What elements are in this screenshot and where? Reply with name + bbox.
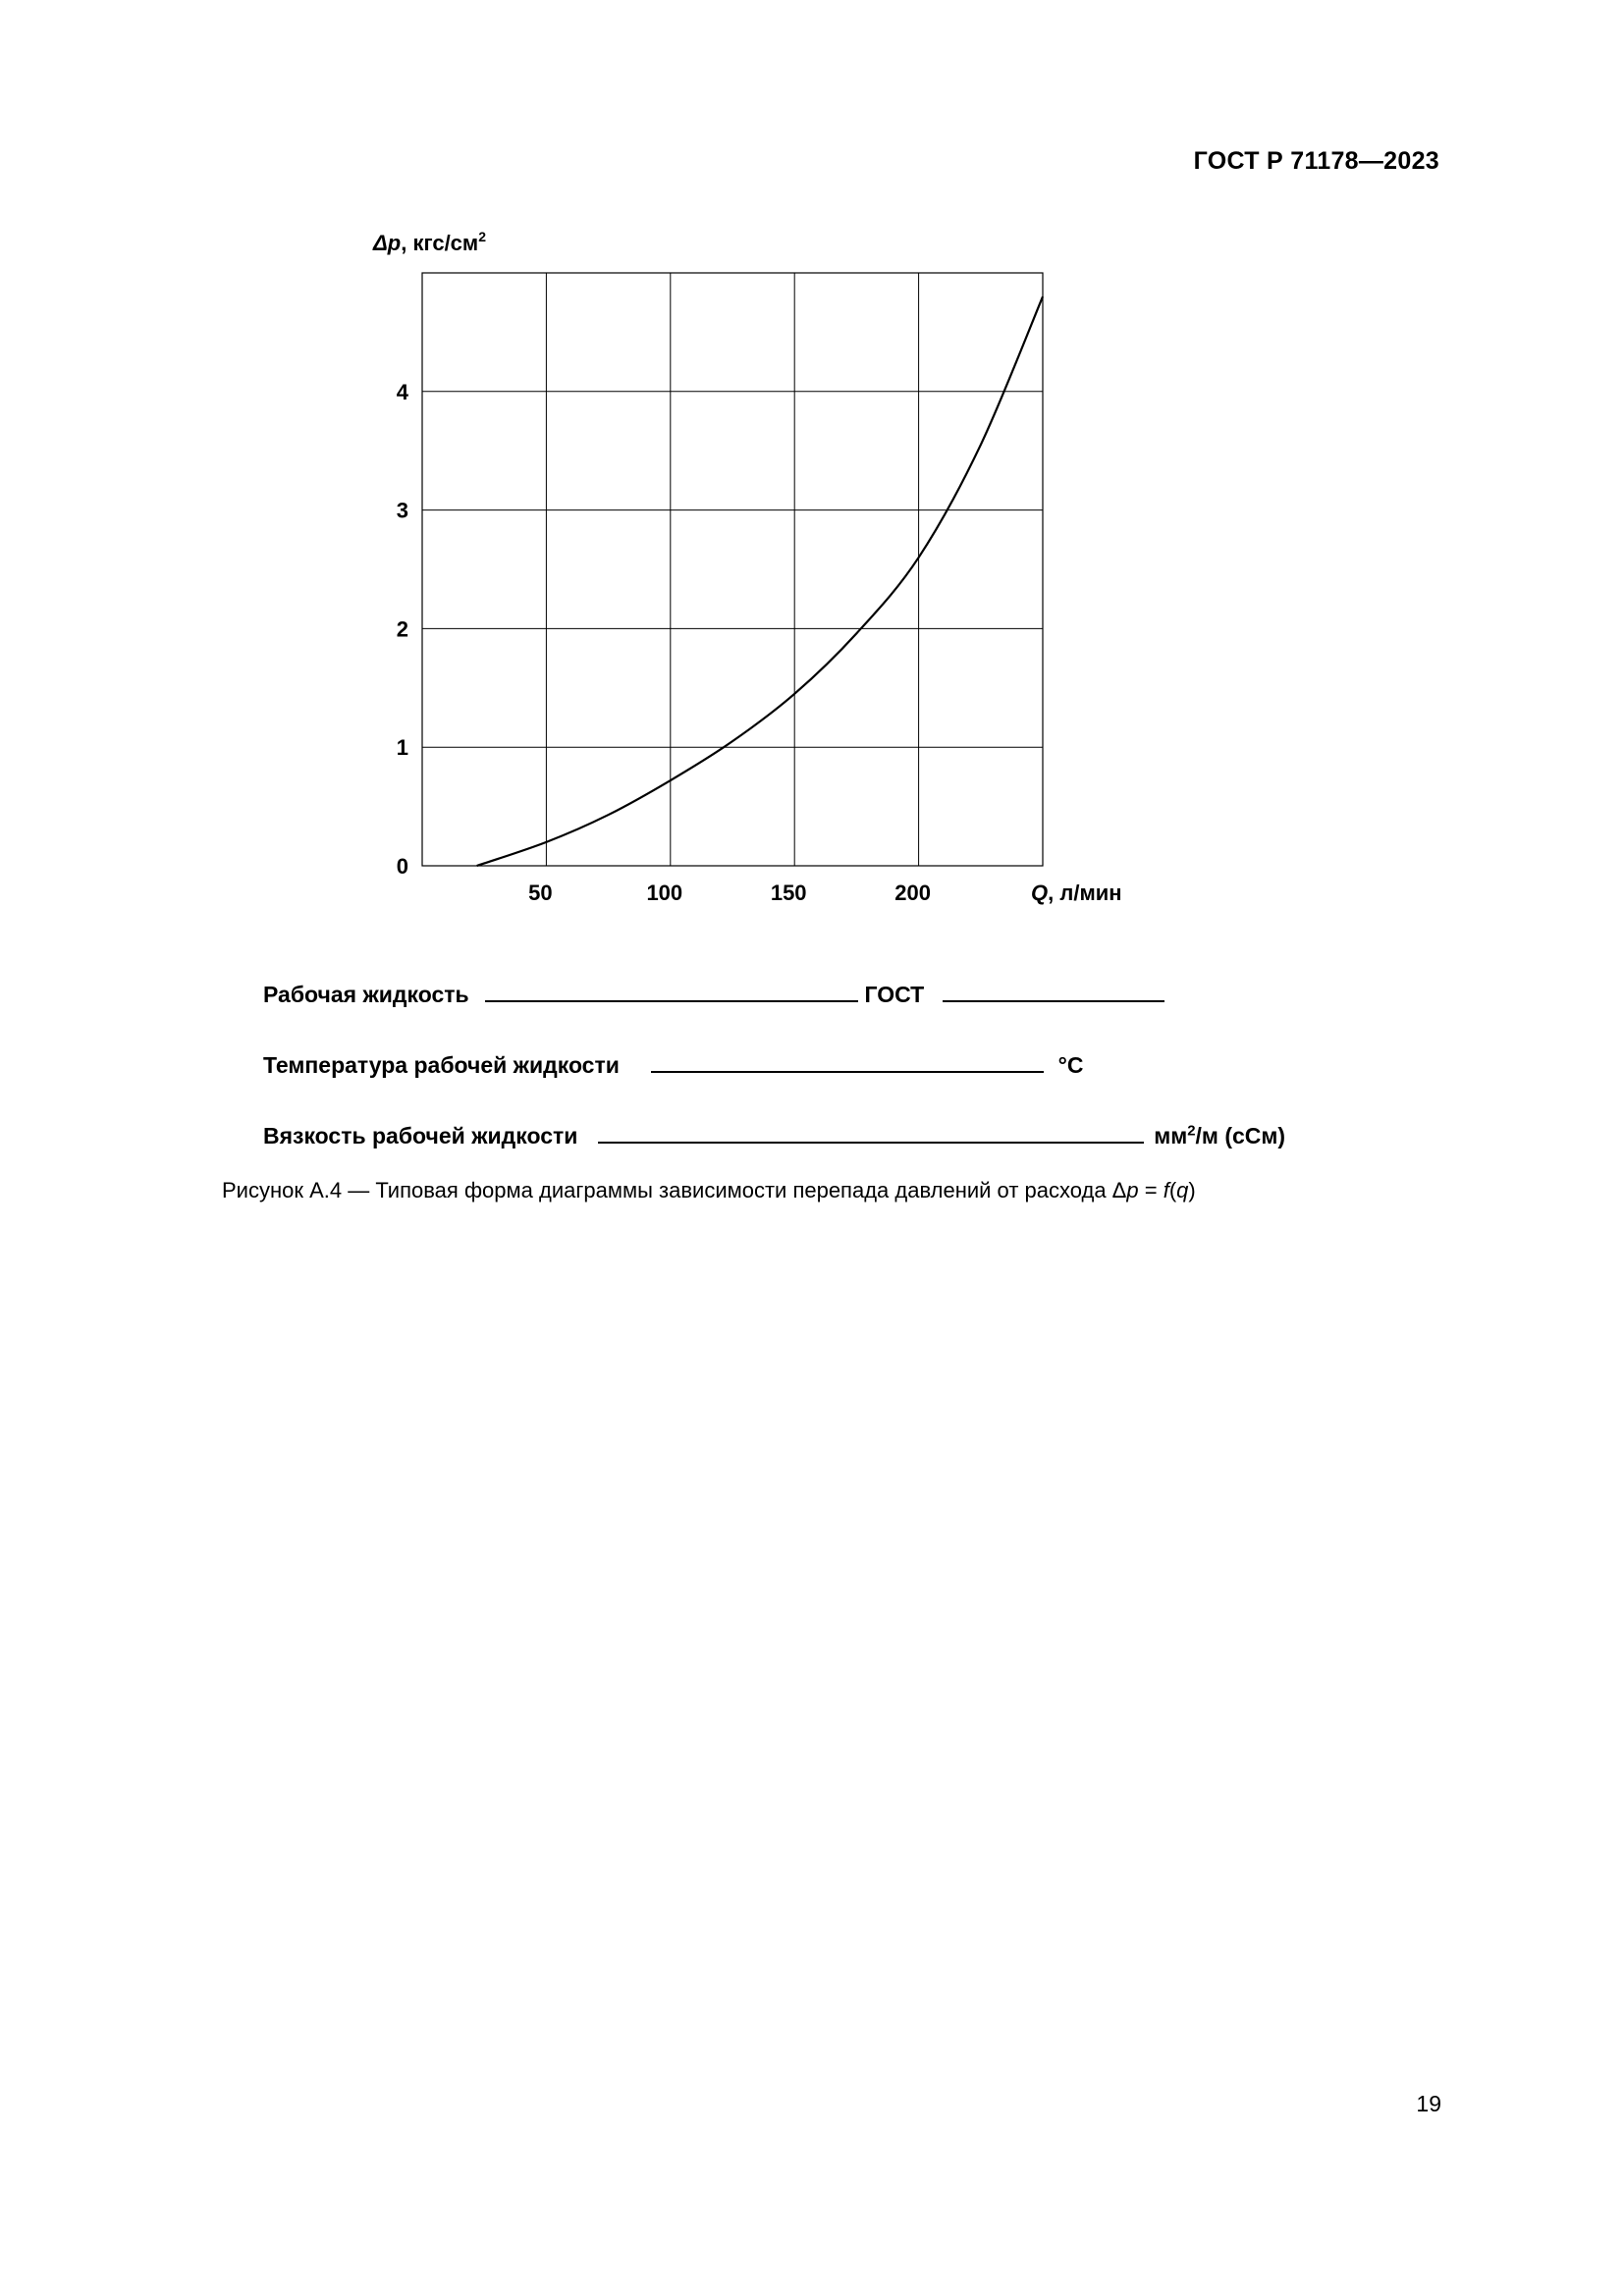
y-tick-label: 3 <box>396 498 408 523</box>
document-code: ГОСТ Р 71178—2023 <box>1193 147 1439 175</box>
chart-grid <box>422 273 1043 866</box>
x-tick-label: 200 <box>894 881 931 905</box>
series-line <box>477 296 1043 866</box>
y-axis-unit: , кгс/см <box>401 231 479 255</box>
page-number: 19 <box>1416 2091 1441 2116</box>
y-axis-label <box>372 229 486 255</box>
x-axis-unit: , л/мин <box>1048 881 1122 905</box>
y-tick-label: 0 <box>396 854 408 879</box>
viscosity-unit: $мм^2/м$ (сСм) <box>1154 1122 1286 1148</box>
chart-series-layer <box>477 296 1043 866</box>
x-tick-label: 50 <box>528 881 553 905</box>
plot-frame <box>422 273 1043 866</box>
x-axis-symbol: Q <box>1031 881 1049 905</box>
gost-label: ГОСТ <box>864 982 925 1007</box>
temperature-line <box>263 1052 1083 1079</box>
x-tick-label: 100 <box>646 881 683 905</box>
y-axis-symbol: Δp <box>373 231 402 255</box>
y-tick-label: 2 <box>396 616 408 642</box>
gost-blank[interactable] <box>943 1000 1164 1002</box>
viscosity-blank[interactable] <box>598 1142 1144 1144</box>
viscosity-line <box>263 1123 1285 1149</box>
y-tick-label: 1 <box>396 735 408 761</box>
fluid-label: Рабочая жидкость <box>263 982 469 1007</box>
temperature-unit: °C <box>1057 1052 1084 1078</box>
x-axis-label <box>1031 881 1122 905</box>
fluid-blank[interactable] <box>485 1000 858 1002</box>
temperature-blank[interactable] <box>651 1071 1044 1073</box>
x-tick-labels <box>528 881 931 905</box>
figure-caption: Рисунок А.4 — Типовая форма диаграммы зависимости перепада давлений от расхода Δp = f(q) <box>222 1178 1196 1202</box>
viscosity-label: Вязкость рабочей жидкости <box>263 1123 578 1148</box>
y-tick-labels <box>397 380 409 879</box>
y-tick-label: 4 <box>396 379 408 404</box>
fluid-line <box>263 982 1164 1008</box>
pressure-drop-chart <box>353 221 1159 928</box>
y-axis-unit-sup: 2 <box>478 229 486 244</box>
temperature-label: Температура рабочей жидкости <box>263 1052 620 1078</box>
x-tick-label: 150 <box>770 881 807 905</box>
